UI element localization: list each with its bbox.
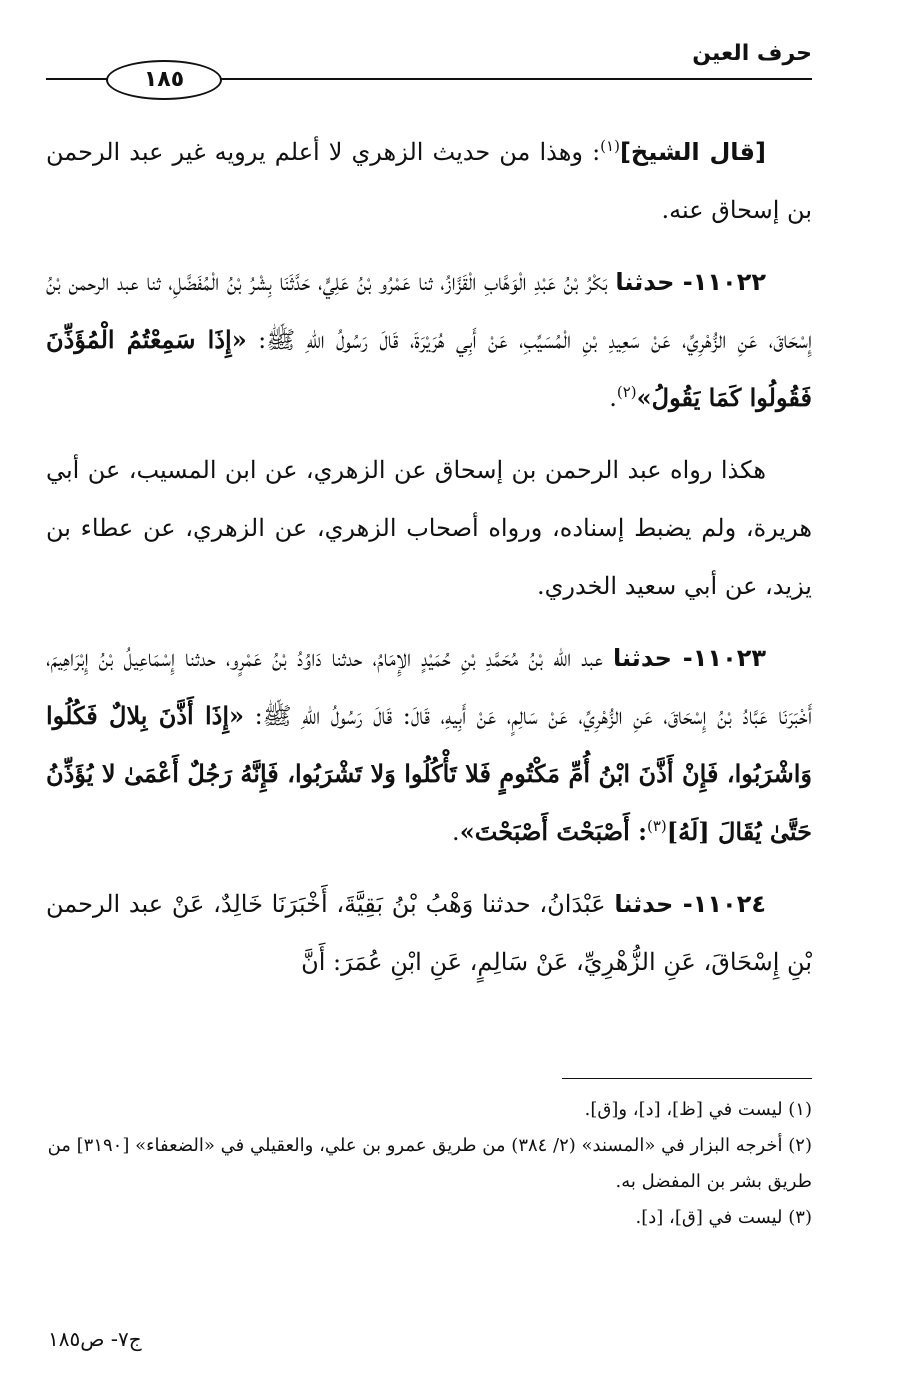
hadith-number-11024: ١١٠٢٤- حدثنا [614,890,766,918]
hadith-chain-11022: بَكْرُ بْنُ عَبْدِ الْوَهَّابِ الْقَزَّازُ، ثنا عَمْرُو بْنُ عَلِيٍّ، حَدَّثَنَا بِشْرُ بْنُ الْمُفَضَّلِ، ثنا عبد الرحمن بْنُ إِسْحَاقَ، عَنِ الزُّهْرِيِّ، عَنْ سَعِيدِ بْنِ الْمُسَيِّبِ، عَنْ أَبِي هُرَيْرَةَ، قَالَ رَسُولُ اللهِ ﷺ: [46,268,812,354]
paragraph-text: : وهذا من حديث الزهري لا أعلم يرويه غير عبد الرحمن بن إسحاق عنه. [46,138,812,224]
footnote-2: (٢) أخرجه البزار في «المسند» (٢/ ٣٨٤) من طريق عمرو بن علي، والعقيلي في «الضعفاء» [٣١٩٠] من طريق بشر بن المفضل به. [47,1135,812,1192]
hadith-11024 [46,875,812,991]
editor-note-paragraph [46,123,812,239]
hadith-chain-11024: عَبْدَانُ، حدثنا وَهْبُ بْنُ بَقِيَّةَ، أَخْبَرَنَا خَالِدٌ، عَنْ عبد الرحمن بْنِ إِسْحَاقَ، عَنِ الزُّهْرِيِّ، عَنْ سَالِمٍ، عَنِ ابْنِ عُمَرَ: أَنَّ [46,890,812,976]
page-number: ١٨٥ [106,60,222,100]
hadith-matn-11023: «إِذَا أَذَّنَ بِلالٌ فَكُلُوا وَاشْرَبُوا، فَإِنْ أَذَّنَ ابْنُ أُمِّ مَكْتُومٍ فَلا تَأْكُلُوا وَلا تَشْرَبُوا، فَإِنَّهُ رَجُلٌ أَعْمَىٰ لا يُؤَذِّنُ حَتَّىٰ يُقَالَ [لَهُ] [46,701,812,846]
hadith-11023 [46,629,812,861]
hadith-number-11022: ١١٠٢٢- حدثنا [615,268,766,296]
footnotes [46,1092,812,1236]
hadith-11022 [46,253,812,427]
paragraph-text: هكذا رواه عبد الرحمن بن إسحاق عن الزهري، عن ابن المسيب، عن أبي هريرة، ولم يضبط إسناده، ورواه أصحاب الزهري، عن الزهري، عن عطاء بن يزيد، عن أبي سعيد الخدري. [46,456,812,600]
speaker-label: [قال الشيخ] [619,138,766,166]
sentence-end: . [452,818,460,846]
sentence-end: . [609,384,617,412]
footnote-1: (١) ليست في [ظ]، [د]، و[ق]. [584,1099,812,1120]
page-header [46,34,812,94]
footnote-marker-2: (٢) [616,383,637,401]
hadith-number-11023: ١١٠٢٣- حدثنا [613,644,767,672]
footnote-3: (٣) ليست في [ق]، [د]. [635,1207,812,1228]
footnote-marker-1: (١) [600,137,620,155]
hadith-chain-11023: عبد الله بْنُ مُحَمَّدِ بْنِ حُمَيْدٍ الإِمَامُ، حدثنا دَاوُدُ بْنُ عَمْرٍو، حدثنا إِسْمَاعِيلُ بْنُ إِبْرَاهِيمَ، أَخْبَرَنَا عَبَّادُ بْنُ إِسْحَاقَ، عَنِ الزُّهْرِيِّ، عَنْ سَالِمٍ، عَنْ أَبِيهِ، قَالَ: قَالَ رَسُولُ اللهِ ﷺ: [46,644,813,730]
running-title: حرف العين [692,41,812,66]
hadith-matn-11023-end: : أَصْبَحْتَ أَصْبَحْتَ» [459,817,647,846]
main-text [46,123,812,1005]
footnote-separator [562,1078,812,1079]
hadith-matn-11022: «إِذَا سَمِعْتُمُ الْمُؤَذِّنَ فَقُولُوا كَمَا يَقُولُ» [46,325,812,412]
volume-page-reference: ج٧- ص١٨٥ [48,1327,142,1351]
footnote-marker-3: (٣) [646,817,667,835]
commentary-paragraph [46,441,812,615]
